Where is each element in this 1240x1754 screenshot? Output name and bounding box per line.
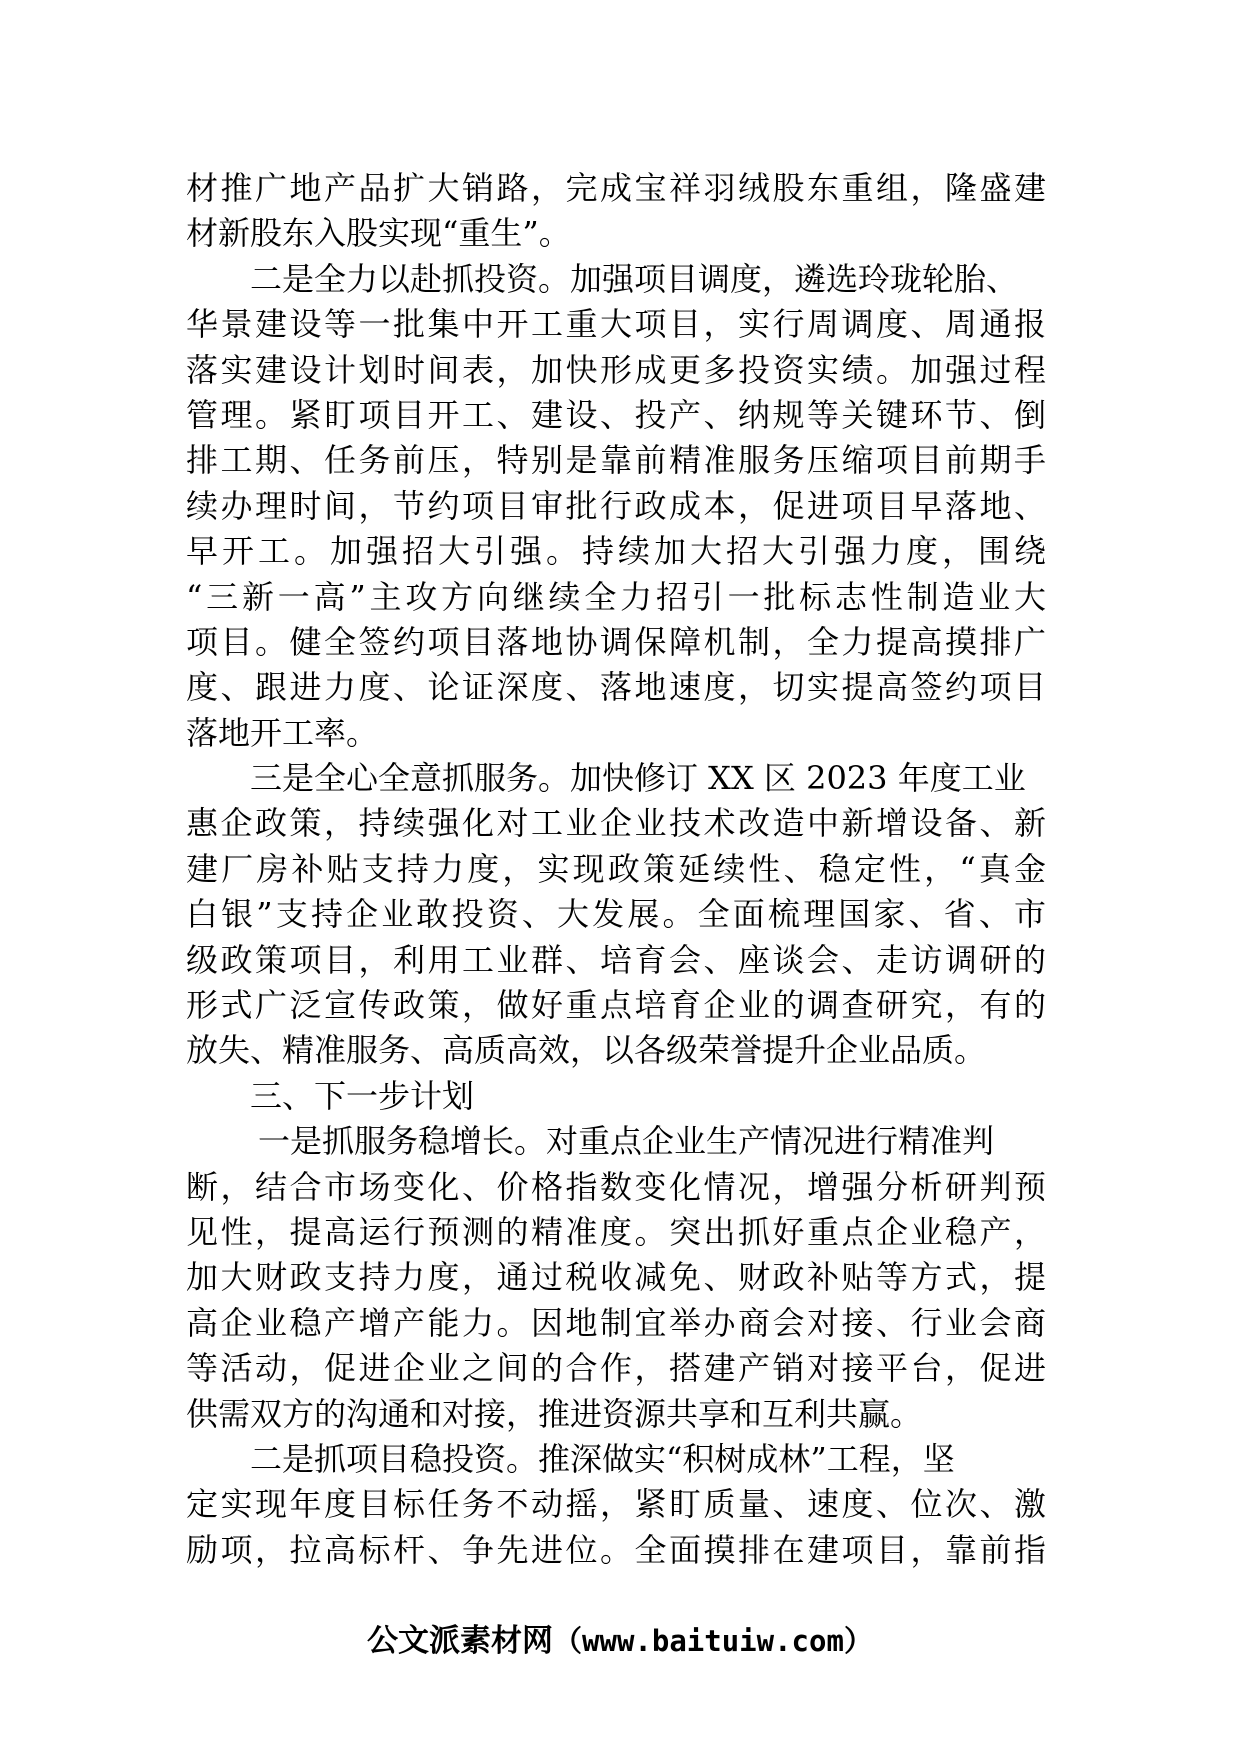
text-line: 二是抓项目稳投资。推深做实“积树成林”工程，坚	[250, 1439, 955, 1478]
text-line: 一是抓服务稳增长。对重点企业生产情况进行精准判	[258, 1122, 995, 1161]
text-line: 华景建设等一批集中开工重大项目，实行周调度、周通报	[186, 305, 1046, 344]
text-line: 项目。健全签约项目落地协调保障机制，全力提高摸排广	[186, 622, 1046, 661]
text-line: 放失、精准服务、高质高效，以各级荣誉提升企业品质。	[186, 1031, 987, 1070]
text-line: 度、跟进力度、论证深度、落地速度，切实提高签约项目	[186, 668, 1046, 707]
footer-site-url: （www.baituiw.com）	[553, 1624, 873, 1658]
text-line: 形式广泛宣传政策，做好重点培育企业的调查研究，有的	[186, 986, 1046, 1025]
text-line: 排工期、任务前压，特别是靠前精准服务压缩项目前期手	[186, 441, 1046, 480]
text-line: 惠企政策，持续强化对工业企业技术改造中新增设备、新	[186, 804, 1046, 843]
text-line: 见性，提高运行预测的精准度。突出抓好重点企业稳产，	[186, 1212, 1046, 1251]
footer-watermark	[0, 1615, 1240, 1660]
text-line: 定实现年度目标任务不动摇，紧盯质量、速度、位次、激	[186, 1485, 1046, 1524]
text-line: “三新一高”主攻方向继续全力招引一批标志性制造业大	[186, 577, 1046, 616]
text-line: 材推广地产品扩大销路，完成宝祥羽绒股东重组，隆盛建	[186, 169, 1046, 207]
text-line: 早开工。加强招大引强。持续加大招大引强力度，围绕	[186, 532, 1046, 571]
text-line: 供需双方的沟通和对接，推进资源共享和互利共赢。	[186, 1394, 923, 1433]
text-line: 二是全力以赴抓投资。加强项目调度，遴选玲珑轮胎、	[250, 259, 1019, 298]
text-line: 断，结合市场变化、价格指数变化情况，增强分析研判预	[186, 1167, 1046, 1206]
text-line: 续办理时间，节约项目审批行政成本，促进项目早落地、	[186, 486, 1046, 525]
text-line: 高企业稳产增产能力。因地制宜举办商会对接、行业会商	[186, 1303, 1046, 1342]
text-line: 加大财政支持力度，通过税收减免、财政补贴等方式，提	[186, 1258, 1046, 1297]
section-heading: 三、下一步计划	[250, 1076, 475, 1115]
body-text	[186, 166, 1046, 1573]
text-line: 落实建设计划时间表，加快形成更多投资实绩。加强过程	[186, 350, 1046, 389]
footer-site-name: 公文派素材网	[367, 1623, 554, 1659]
text-line: 管理。紧盯项目开工、建设、投产、纳规等关键环节、倒	[186, 395, 1046, 434]
text-line: 建厂房补贴支持力度，实现政策延续性、稳定性，“真金	[186, 849, 1046, 888]
text-line: 三是全心全意抓服务。加快修订 XX 区 2023 年度工业	[250, 759, 1026, 798]
text-line: 级政策项目，利用工业群、培育会、座谈会、走访调研的	[186, 940, 1046, 979]
text-line: 等活动，促进企业之间的合作，搭建产销对接平台，促进	[186, 1349, 1046, 1388]
text-line: 材新股东入股实现“重生”。	[186, 214, 571, 253]
text-line: 励项，拉高标杆、争先进位。全面摸排在建项目，靠前指	[186, 1530, 1046, 1569]
text-line: 落地开工率。	[186, 713, 379, 752]
text-line: 白银”支持企业敢投资、大发展。全面梳理国家、省、市	[186, 895, 1046, 934]
